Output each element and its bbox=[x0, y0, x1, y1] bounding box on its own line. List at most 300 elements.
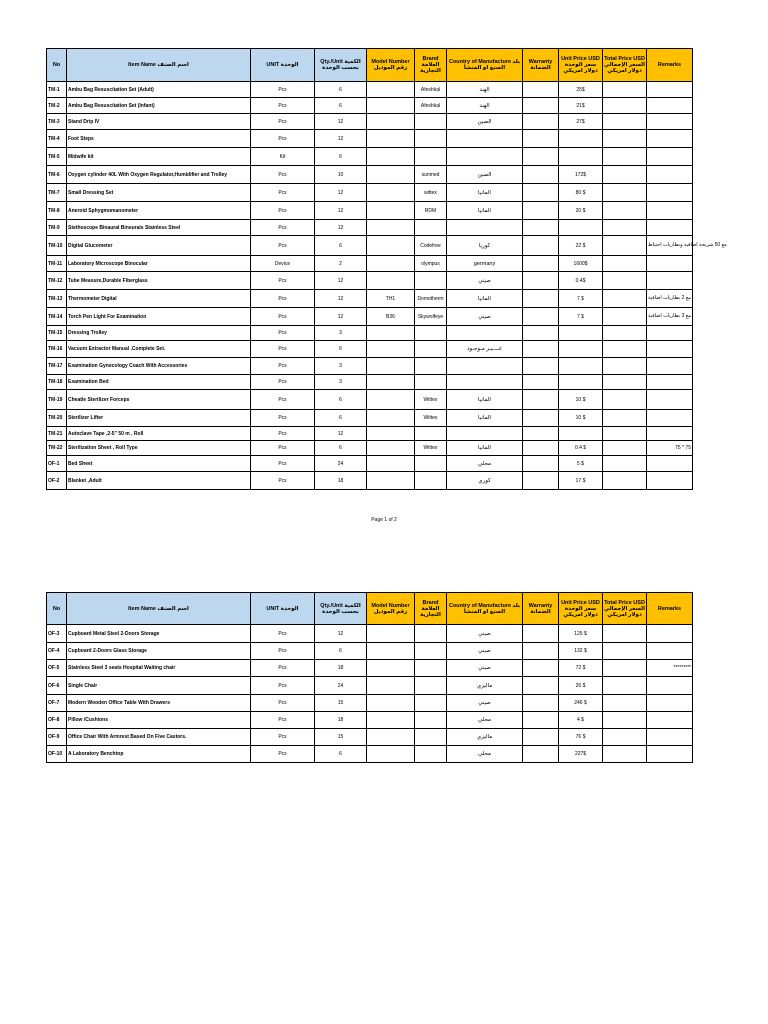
cell-remarks bbox=[647, 375, 693, 390]
cell-qty: 6 bbox=[315, 98, 367, 114]
cell-qty: 15 bbox=[315, 729, 367, 746]
cell-warranty bbox=[523, 390, 559, 410]
cell-item-name: Examination Gynecology Coach With Accessories bbox=[67, 358, 251, 375]
cell-unit-price: 72 $ bbox=[559, 660, 603, 677]
cell-unit: Pcs bbox=[251, 166, 315, 184]
cell-remarks bbox=[647, 746, 693, 763]
cell-country: ماليزي bbox=[447, 677, 523, 695]
cell-model bbox=[367, 410, 415, 427]
cell-no: TM-4 bbox=[47, 130, 67, 148]
cell-remarks bbox=[647, 202, 693, 220]
col-header-warranty: Warranty الضمانة bbox=[523, 49, 559, 82]
cell-brand: Afeshkal bbox=[415, 98, 447, 114]
cell-qty: 6 bbox=[315, 746, 367, 763]
cell-model bbox=[367, 358, 415, 375]
cell-model bbox=[367, 148, 415, 166]
cell-unit-price: 125 $ bbox=[559, 625, 603, 643]
cell-item-name: Examination Bed bbox=[67, 375, 251, 390]
cell-no: TM-6 bbox=[47, 166, 67, 184]
cell-unit-price: 246 $ bbox=[559, 695, 603, 712]
cell-model bbox=[367, 82, 415, 98]
cell-warranty bbox=[523, 290, 559, 308]
cell-item-name: Office Chair With Armrest Based On Five Castors. bbox=[67, 729, 251, 746]
cell-total-price bbox=[603, 184, 647, 202]
cell-unit-price: 5 $ bbox=[559, 456, 603, 472]
cell-brand bbox=[415, 375, 447, 390]
cell-warranty bbox=[523, 375, 559, 390]
cell-country bbox=[447, 148, 523, 166]
table-body-page-2 bbox=[47, 625, 693, 763]
cell-model bbox=[367, 375, 415, 390]
cell-model bbox=[367, 677, 415, 695]
cell-total-price bbox=[603, 256, 647, 272]
col-header-total-price: Total Price USD السعر الإجمالي دولار امريكي bbox=[603, 593, 647, 625]
cell-warranty bbox=[523, 472, 559, 490]
cell-remarks: مع 3 بطاريات اضافية bbox=[647, 308, 693, 326]
cell-unit-price bbox=[559, 375, 603, 390]
table-row bbox=[47, 625, 693, 643]
cell-remarks bbox=[647, 695, 693, 712]
cell-model bbox=[367, 184, 415, 202]
cell-total-price bbox=[603, 625, 647, 643]
cell-item-name: Sterilization Sheet , Roll Type bbox=[67, 441, 251, 456]
cell-brand: Codefree bbox=[415, 236, 447, 256]
cell-remarks bbox=[647, 114, 693, 130]
cell-item-name: Ambu Bag Resuscitation Set (Adult) bbox=[67, 82, 251, 98]
table-row bbox=[47, 184, 693, 202]
cell-no: TM-7 bbox=[47, 184, 67, 202]
cell-unit: Pcs bbox=[251, 358, 315, 375]
cell-total-price bbox=[603, 130, 647, 148]
cell-unit: Pcs bbox=[251, 98, 315, 114]
cell-unit: Pcs bbox=[251, 290, 315, 308]
cell-country: كوري bbox=[447, 472, 523, 490]
cell-total-price bbox=[603, 712, 647, 729]
cell-country: صيني bbox=[447, 272, 523, 290]
cell-model bbox=[367, 729, 415, 746]
cell-warranty bbox=[523, 236, 559, 256]
cell-brand: wittex bbox=[415, 184, 447, 202]
cell-country: صيني bbox=[447, 308, 523, 326]
cell-model bbox=[367, 220, 415, 236]
cell-unit-price: 26 $ bbox=[559, 677, 603, 695]
cell-unit-price bbox=[559, 148, 603, 166]
cell-remarks bbox=[647, 456, 693, 472]
table-row bbox=[47, 98, 693, 114]
cell-country bbox=[447, 358, 523, 375]
cell-brand bbox=[415, 643, 447, 660]
cell-remarks bbox=[647, 326, 693, 341]
cell-remarks bbox=[647, 729, 693, 746]
cell-remarks: 75 * 75 bbox=[647, 441, 693, 456]
cell-total-price bbox=[603, 375, 647, 390]
table-row bbox=[47, 390, 693, 410]
price-table-page-2 bbox=[46, 592, 693, 763]
cell-item-name: Thermometer Digital bbox=[67, 290, 251, 308]
cell-no: TM-3 bbox=[47, 114, 67, 130]
cell-country: صيني bbox=[447, 695, 523, 712]
cell-unit: Pcs bbox=[251, 410, 315, 427]
col-header-model: Model Number رقم الموديل bbox=[367, 593, 415, 625]
price-table-page-1 bbox=[46, 48, 727, 490]
cell-brand bbox=[415, 677, 447, 695]
cell-model bbox=[367, 625, 415, 643]
cell-remarks bbox=[647, 256, 693, 272]
cell-unit-price: 7 $ bbox=[559, 290, 603, 308]
cell-item-name: Small Dressing Set bbox=[67, 184, 251, 202]
cell-no: TM-15 bbox=[47, 326, 67, 341]
cell-unit: Pcs bbox=[251, 390, 315, 410]
cell-country: المانيا bbox=[447, 202, 523, 220]
col-header-item-name: Item Name اسم الصنف bbox=[67, 49, 251, 82]
cell-country: المانيا bbox=[447, 184, 523, 202]
cell-brand: Wittex bbox=[415, 390, 447, 410]
cell-warranty bbox=[523, 427, 559, 441]
cell-remarks bbox=[647, 184, 693, 202]
cell-brand bbox=[415, 272, 447, 290]
cell-unit: Pcs bbox=[251, 746, 315, 763]
cell-total-price bbox=[603, 456, 647, 472]
cell-country: الصين bbox=[447, 114, 523, 130]
col-header-warranty: Warranty الضمانة bbox=[523, 593, 559, 625]
cell-total-price bbox=[603, 677, 647, 695]
cell-remarks bbox=[647, 625, 693, 643]
cell-brand: RDM bbox=[415, 202, 447, 220]
cell-unit-price: 0.4$ bbox=[559, 272, 603, 290]
cell-unit: Pcs bbox=[251, 184, 315, 202]
cell-total-price bbox=[603, 326, 647, 341]
cell-brand bbox=[415, 427, 447, 441]
cell-unit: Pcs bbox=[251, 236, 315, 256]
table-row bbox=[47, 660, 693, 677]
cell-qty: 18 bbox=[315, 660, 367, 677]
table-row bbox=[47, 427, 693, 441]
cell-brand bbox=[415, 472, 447, 490]
cell-no: TM-9 bbox=[47, 220, 67, 236]
cell-unit-price: 27$ bbox=[559, 114, 603, 130]
cell-country: الهند bbox=[447, 98, 523, 114]
col-header-unit-price: Unit Price USD سعر الوحدة دولار امريكي bbox=[559, 49, 603, 82]
table-row bbox=[47, 677, 693, 695]
cell-model bbox=[367, 341, 415, 358]
cell-warranty bbox=[523, 729, 559, 746]
cell-no: OF-3 bbox=[47, 625, 67, 643]
cell-item-name: Blanket ,Adult bbox=[67, 472, 251, 490]
table-row bbox=[47, 695, 693, 712]
cell-no: TM-17 bbox=[47, 358, 67, 375]
cell-remarks: مع 2 بطاريات اضافية bbox=[647, 290, 693, 308]
table-row bbox=[47, 375, 693, 390]
cell-qty: 12 bbox=[315, 114, 367, 130]
cell-unit-price: 80 $ bbox=[559, 184, 603, 202]
cell-brand bbox=[415, 456, 447, 472]
cell-brand bbox=[415, 746, 447, 763]
cell-unit-price: 17 $ bbox=[559, 472, 603, 490]
table-row bbox=[47, 82, 693, 98]
cell-item-name: Pillow /Cushions bbox=[67, 712, 251, 729]
cell-model bbox=[367, 256, 415, 272]
table-row bbox=[47, 456, 693, 472]
cell-total-price bbox=[603, 272, 647, 290]
cell-model bbox=[367, 166, 415, 184]
cell-remarks bbox=[647, 472, 693, 490]
cell-qty: 6 bbox=[315, 643, 367, 660]
cell-unit: Kit bbox=[251, 148, 315, 166]
cell-model bbox=[367, 427, 415, 441]
cell-remarks bbox=[647, 712, 693, 729]
cell-unit-price: 172$ bbox=[559, 166, 603, 184]
cell-qty: 6 bbox=[315, 82, 367, 98]
cell-unit: Pcs bbox=[251, 308, 315, 326]
cell-no: OF-9 bbox=[47, 729, 67, 746]
cell-total-price bbox=[603, 695, 647, 712]
cell-country: غــــيـر مـوجـود bbox=[447, 341, 523, 358]
cell-country: المانيا bbox=[447, 290, 523, 308]
cell-warranty bbox=[523, 98, 559, 114]
cell-warranty bbox=[523, 256, 559, 272]
table-row bbox=[47, 308, 693, 326]
cell-qty: 15 bbox=[315, 695, 367, 712]
cell-brand bbox=[415, 341, 447, 358]
cell-qty: 12 bbox=[315, 130, 367, 148]
cell-warranty bbox=[523, 746, 559, 763]
cell-item-name: Stand Drip IV bbox=[67, 114, 251, 130]
cell-item-name: Cupboard 2-Doors Glass Storage bbox=[67, 643, 251, 660]
cell-total-price bbox=[603, 472, 647, 490]
table-row bbox=[47, 326, 693, 341]
cell-no: OF-4 bbox=[47, 643, 67, 660]
cell-remarks bbox=[647, 82, 693, 98]
table-body-page-1 bbox=[47, 82, 727, 490]
cell-item-name: Oxygen cylinder 40L With Oxygen Regulator,Humidifier and Trolley bbox=[67, 166, 251, 184]
cell-total-price bbox=[603, 341, 647, 358]
cell-unit: Pcs bbox=[251, 114, 315, 130]
cell-country: الصين bbox=[447, 166, 523, 184]
cell-warranty bbox=[523, 677, 559, 695]
cell-item-name: Cupboard Metal Steel 2-Doors Storage bbox=[67, 625, 251, 643]
cell-country bbox=[447, 220, 523, 236]
cell-country: ماليزي bbox=[447, 729, 523, 746]
cell-total-price bbox=[603, 148, 647, 166]
col-header-no: No bbox=[47, 49, 67, 82]
cell-unit: Pcs bbox=[251, 375, 315, 390]
cell-unit-price: 25$ bbox=[559, 82, 603, 98]
cell-warranty bbox=[523, 456, 559, 472]
cell-warranty bbox=[523, 130, 559, 148]
cell-no: TM-13 bbox=[47, 290, 67, 308]
cell-unit-price bbox=[559, 358, 603, 375]
cell-total-price bbox=[603, 729, 647, 746]
cell-item-name: Stainless Steel 3 seats Hospital Waiting chair bbox=[67, 660, 251, 677]
cell-unit-price: 21$ bbox=[559, 98, 603, 114]
cell-remarks bbox=[647, 148, 693, 166]
cell-unit: Pcs bbox=[251, 130, 315, 148]
cell-model bbox=[367, 643, 415, 660]
cell-model bbox=[367, 746, 415, 763]
cell-country: الهند bbox=[447, 82, 523, 98]
cell-remarks bbox=[647, 410, 693, 427]
cell-no: TM-22 bbox=[47, 441, 67, 456]
table-row bbox=[47, 290, 693, 308]
cell-warranty bbox=[523, 712, 559, 729]
cell-no: OF-2 bbox=[47, 472, 67, 490]
cell-warranty bbox=[523, 272, 559, 290]
cell-item-name: Laboratory Microscope Binocular bbox=[67, 256, 251, 272]
cell-unit: Pcs bbox=[251, 272, 315, 290]
cell-unit: Pcs bbox=[251, 427, 315, 441]
cell-total-price bbox=[603, 746, 647, 763]
cell-no: TM-18 bbox=[47, 375, 67, 390]
cell-warranty bbox=[523, 410, 559, 427]
cell-no: OF-7 bbox=[47, 695, 67, 712]
cell-model bbox=[367, 472, 415, 490]
cell-qty: 3 bbox=[315, 326, 367, 341]
cell-country: germany bbox=[447, 256, 523, 272]
cell-no: TM-11 bbox=[47, 256, 67, 272]
cell-model bbox=[367, 712, 415, 729]
table-row bbox=[47, 358, 693, 375]
cell-model bbox=[367, 695, 415, 712]
col-header-brand: Brand العلامة التجارية bbox=[415, 49, 447, 82]
cell-warranty bbox=[523, 695, 559, 712]
cell-unit: Pcs bbox=[251, 660, 315, 677]
cell-warranty bbox=[523, 166, 559, 184]
cell-no: OF-8 bbox=[47, 712, 67, 729]
cell-total-price bbox=[603, 98, 647, 114]
cell-unit: Pcs bbox=[251, 712, 315, 729]
cell-brand bbox=[415, 729, 447, 746]
cell-unit-price: 132 $ bbox=[559, 643, 603, 660]
col-header-item-name: Item Name اسم الصنف bbox=[67, 593, 251, 625]
cell-qty: 6 bbox=[315, 390, 367, 410]
cell-unit-price: 10 $ bbox=[559, 410, 603, 427]
cell-item-name: Torch Pen Light For Examination bbox=[67, 308, 251, 326]
cell-country: المانيا bbox=[447, 410, 523, 427]
cell-total-price bbox=[603, 441, 647, 456]
cell-remarks bbox=[647, 220, 693, 236]
cell-brand: Afeshkal bbox=[415, 82, 447, 98]
cell-brand bbox=[415, 130, 447, 148]
col-header-total-price: Total Price USD السعر الإجمالي دولار امريكي bbox=[603, 49, 647, 82]
cell-brand bbox=[415, 660, 447, 677]
cell-country: محلي bbox=[447, 712, 523, 729]
cell-unit-price bbox=[559, 427, 603, 441]
cell-unit-price: 0.4 $ bbox=[559, 441, 603, 456]
cell-no: TM-21 bbox=[47, 427, 67, 441]
cell-item-name: Ambu Bag Resuscitation Set (Infant) bbox=[67, 98, 251, 114]
cell-item-name: Vacuum Extractor Manual ,Complete Set. bbox=[67, 341, 251, 358]
cell-total-price bbox=[603, 82, 647, 98]
table-row bbox=[47, 220, 693, 236]
cell-remarks: ********* bbox=[647, 660, 693, 677]
cell-unit-price: 76 $ bbox=[559, 729, 603, 746]
col-header-qty: Qty./Unit الكمية بحسب الوحدة bbox=[315, 49, 367, 82]
cell-unit-price: 7 $ bbox=[559, 308, 603, 326]
cell-no: TM-20 bbox=[47, 410, 67, 427]
cell-remarks bbox=[647, 643, 693, 660]
cell-model bbox=[367, 98, 415, 114]
cell-warranty bbox=[523, 82, 559, 98]
cell-brand: sunmed bbox=[415, 166, 447, 184]
cell-model bbox=[367, 114, 415, 130]
cell-qty: 12 bbox=[315, 427, 367, 441]
cell-unit: Pcs bbox=[251, 341, 315, 358]
table-row bbox=[47, 148, 693, 166]
cell-unit-price: 1600$ bbox=[559, 256, 603, 272]
cell-item-name: Midwife kit bbox=[67, 148, 251, 166]
cell-unit: Pcs bbox=[251, 441, 315, 456]
cell-total-price bbox=[603, 427, 647, 441]
table-row bbox=[47, 130, 693, 148]
cell-model bbox=[367, 441, 415, 456]
cell-no: TM-10 bbox=[47, 236, 67, 256]
cell-total-price bbox=[603, 202, 647, 220]
col-header-unit: UNIT الوحدة bbox=[251, 593, 315, 625]
cell-unit: Pcs bbox=[251, 202, 315, 220]
cell-unit: Pcs bbox=[251, 82, 315, 98]
table-row bbox=[47, 202, 693, 220]
cell-unit-price: 4 $ bbox=[559, 712, 603, 729]
cell-model bbox=[367, 660, 415, 677]
cell-unit: Pcs bbox=[251, 695, 315, 712]
cell-total-price bbox=[603, 114, 647, 130]
cell-unit: Pcs bbox=[251, 456, 315, 472]
cell-remarks bbox=[647, 341, 693, 358]
cell-brand bbox=[415, 114, 447, 130]
cell-total-price bbox=[603, 390, 647, 410]
cell-item-name: Single Chair bbox=[67, 677, 251, 695]
cell-country: صيني bbox=[447, 643, 523, 660]
cell-item-name: Dressing Trolley bbox=[67, 326, 251, 341]
cell-qty: 6 bbox=[315, 441, 367, 456]
cell-remarks bbox=[647, 166, 693, 184]
cell-qty: 6 bbox=[315, 148, 367, 166]
cell-unit: Pcs bbox=[251, 326, 315, 341]
cell-warranty bbox=[523, 148, 559, 166]
cell-no: OF-10 bbox=[47, 746, 67, 763]
cell-qty: 18 bbox=[315, 472, 367, 490]
cell-qty: 12 bbox=[315, 184, 367, 202]
cell-unit-price bbox=[559, 220, 603, 236]
cell-total-price bbox=[603, 643, 647, 660]
col-header-brand: Brand العلامة التجارية bbox=[415, 593, 447, 625]
cell-item-name: Cheatle Sterilizer Forceps bbox=[67, 390, 251, 410]
table-row bbox=[47, 410, 693, 427]
cell-item-name: Digital Glucometer bbox=[67, 236, 251, 256]
cell-qty: 2 bbox=[315, 256, 367, 272]
cell-no: TM-1 bbox=[47, 82, 67, 98]
col-header-country: Country of Manufacture بلد الصنع او المنشأ bbox=[447, 49, 523, 82]
table-row bbox=[47, 272, 693, 290]
cell-unit-price bbox=[559, 130, 603, 148]
cell-total-price bbox=[603, 410, 647, 427]
cell-remarks bbox=[647, 390, 693, 410]
col-header-unit-price: Unit Price USD سعر الوحدة دولار امريكي bbox=[559, 593, 603, 625]
col-header-no: No bbox=[47, 593, 67, 625]
cell-qty: 12 bbox=[315, 625, 367, 643]
page-footer: Page 1 of 2 bbox=[371, 517, 397, 523]
cell-item-name: Foot Steps bbox=[67, 130, 251, 148]
cell-country: كوريا bbox=[447, 236, 523, 256]
cell-qty: 6 bbox=[315, 410, 367, 427]
cell-warranty bbox=[523, 326, 559, 341]
cell-unit: Pcs bbox=[251, 472, 315, 490]
table-row bbox=[47, 712, 693, 729]
cell-warranty bbox=[523, 202, 559, 220]
cell-unit: Pcs bbox=[251, 643, 315, 660]
cell-total-price bbox=[603, 236, 647, 256]
cell-no: OF-6 bbox=[47, 677, 67, 695]
